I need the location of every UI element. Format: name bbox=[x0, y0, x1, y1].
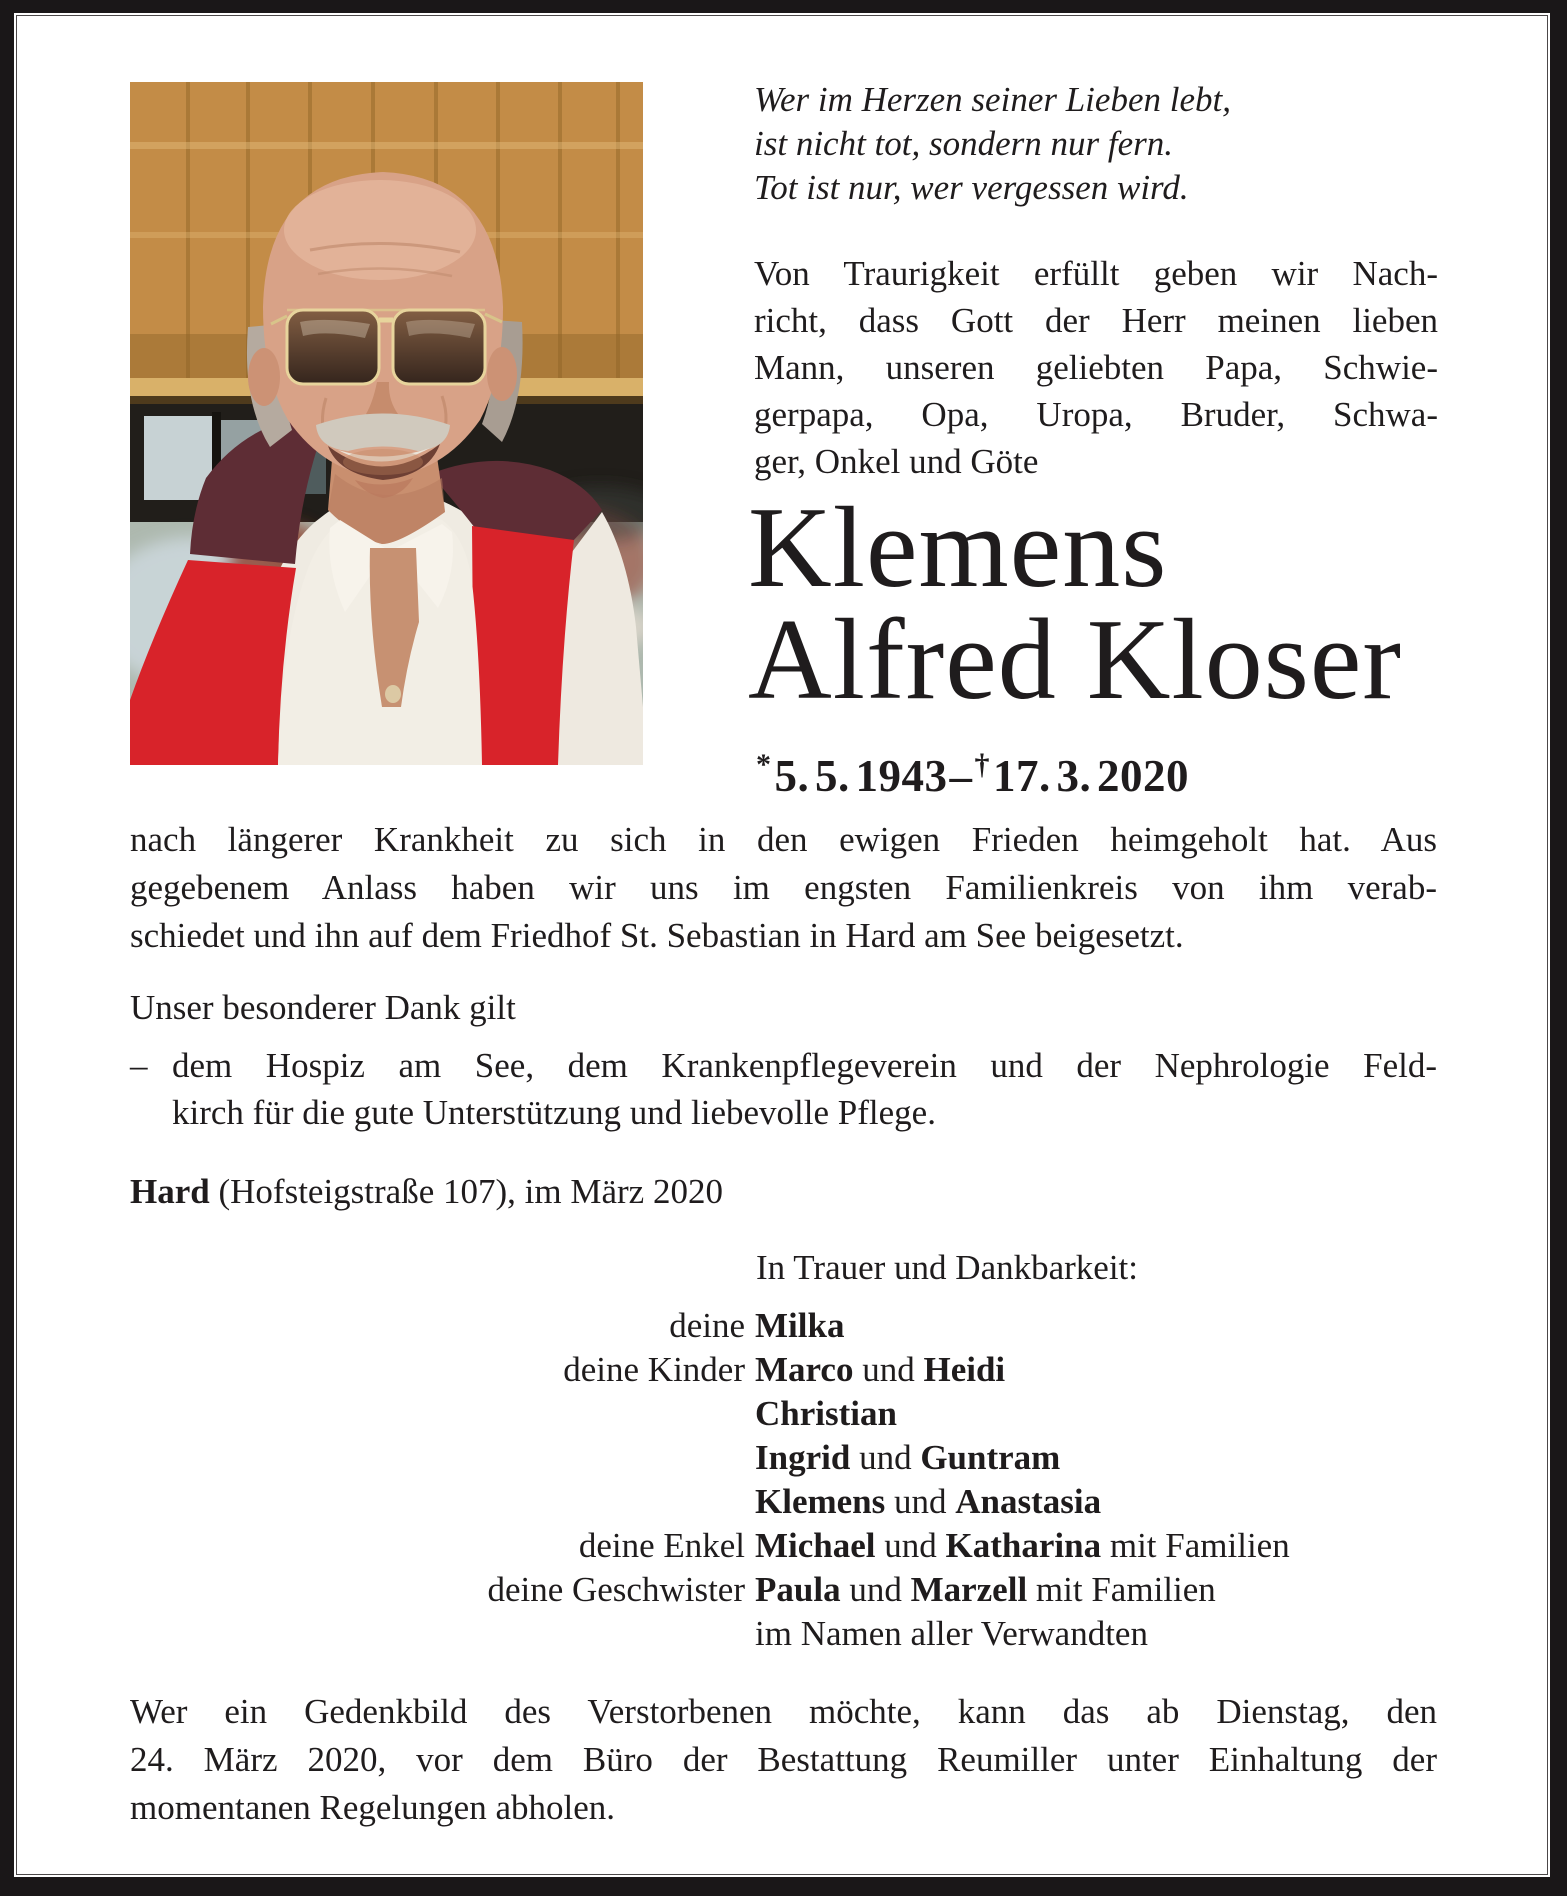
birth-star-symbol: * bbox=[756, 748, 772, 781]
mourner-row bbox=[130, 1612, 1437, 1656]
text-line: Von Traurigkeit erfüllt geben wir Nach- bbox=[754, 254, 1438, 293]
mourner-row bbox=[130, 1480, 1437, 1524]
text-line: kirch für die gute Unterstützung und liebevolle Pflege. bbox=[172, 1093, 936, 1132]
mourner-names: Michael und Katharina mit Familien bbox=[755, 1526, 1290, 1565]
thanks-item-text bbox=[172, 1042, 1437, 1136]
life-dates bbox=[756, 748, 1189, 802]
mourner-relation-label: deine Kinder bbox=[563, 1350, 745, 1389]
text-line: nach längerer Krankheit zu sich in den ewigen Frieden heimgeholt hat. Aus bbox=[130, 820, 1437, 859]
thanks-item bbox=[130, 1042, 1437, 1136]
mourner-row bbox=[130, 1436, 1437, 1480]
mourner-names: Klemens und Anastasia bbox=[755, 1482, 1102, 1521]
place-date-rest: (Hofsteigstraße 107), im März 2020 bbox=[209, 1172, 723, 1211]
list-dash: – bbox=[130, 1046, 148, 1085]
mourner-relation-label bbox=[130, 1392, 745, 1436]
text-line: 24. März 2020, vor dem Büro der Bestattung Reumiller unter Einhaltung der bbox=[130, 1740, 1437, 1779]
text-line: richt, dass Gott der Herr meinen lieben bbox=[754, 301, 1438, 340]
mourning-list bbox=[130, 1304, 1437, 1656]
mourner-row bbox=[130, 1304, 1437, 1348]
mourner-relation-label bbox=[130, 1612, 745, 1656]
mourner-names: Ingrid und Guntram bbox=[755, 1438, 1061, 1477]
death-cross-symbol: † bbox=[974, 748, 990, 781]
death-notice-intro bbox=[754, 250, 1438, 485]
mourner-relation-label: deine bbox=[669, 1306, 745, 1345]
text-line: gegebenem Anlass haben wir uns im engsten Familienkreis von ihm verab- bbox=[130, 868, 1437, 907]
mourning-heading: In Trauer und Dankbarkeit: bbox=[756, 1248, 1139, 1287]
text-line: ist nicht tot, sondern nur fern. bbox=[754, 124, 1174, 163]
place-name: Hard bbox=[130, 1172, 210, 1211]
deceased-name-line2: Alfred Kloser bbox=[748, 596, 1403, 724]
deceased-name-line1: Klemens bbox=[748, 484, 1168, 612]
text-line: Wer ein Gedenkbild des Verstorbenen möchte, kann das ab Dienstag, den bbox=[130, 1692, 1437, 1731]
memorial-quote bbox=[754, 78, 1444, 210]
closing-paragraph bbox=[130, 1688, 1437, 1832]
text-line: Mann, unseren geliebten Papa, Schwie- bbox=[754, 348, 1438, 387]
text-line: gerpapa, Opa, Uropa, Bruder, Schwa- bbox=[754, 395, 1438, 434]
text-line: schiedet und ihn auf dem Friedhof St. Sebastian in Hard am See beigesetzt. bbox=[130, 916, 1184, 955]
death-date: 17. 3. 2020 bbox=[993, 751, 1189, 801]
birth-date: 5. 5. 1943 bbox=[774, 751, 948, 801]
text-line: dem Hospiz am See, dem Krankenpflegeverein und der Nephrologie Feld- bbox=[172, 1046, 1437, 1085]
mourner-relation-label bbox=[130, 1480, 745, 1524]
date-separator: – bbox=[949, 751, 973, 801]
thanks-heading: Unser besonderer Dank gilt bbox=[130, 988, 516, 1027]
text-line: ger, Onkel und Göte bbox=[754, 442, 1039, 481]
mourner-row bbox=[130, 1348, 1437, 1392]
text-line: Tot ist nur, wer vergessen wird. bbox=[754, 168, 1189, 207]
mourner-row bbox=[130, 1392, 1437, 1436]
mourner-relation-label: deine Enkel bbox=[578, 1526, 745, 1565]
mourner-names: Marco und Heidi bbox=[755, 1350, 1006, 1389]
burial-paragraph bbox=[130, 816, 1437, 960]
mourner-relation-label bbox=[130, 1436, 745, 1480]
mourner-names: Christian bbox=[755, 1394, 897, 1433]
mourner-relation-label: deine Geschwister bbox=[487, 1570, 745, 1609]
mourner-row bbox=[130, 1524, 1437, 1568]
deceased-name bbox=[748, 484, 1448, 724]
mourner-row bbox=[130, 1568, 1437, 1612]
mourner-names: Paula und Marzell mit Familien bbox=[755, 1570, 1216, 1609]
text-line: Wer im Herzen seiner Lieben lebt, bbox=[754, 80, 1231, 119]
mourner-names: im Namen aller Verwandten bbox=[755, 1614, 1148, 1653]
place-date-line bbox=[130, 1172, 723, 1212]
text-line: momentanen Regelungen abholen. bbox=[130, 1788, 615, 1827]
mourner-names: Milka bbox=[755, 1306, 845, 1345]
portrait-photo bbox=[130, 82, 643, 765]
